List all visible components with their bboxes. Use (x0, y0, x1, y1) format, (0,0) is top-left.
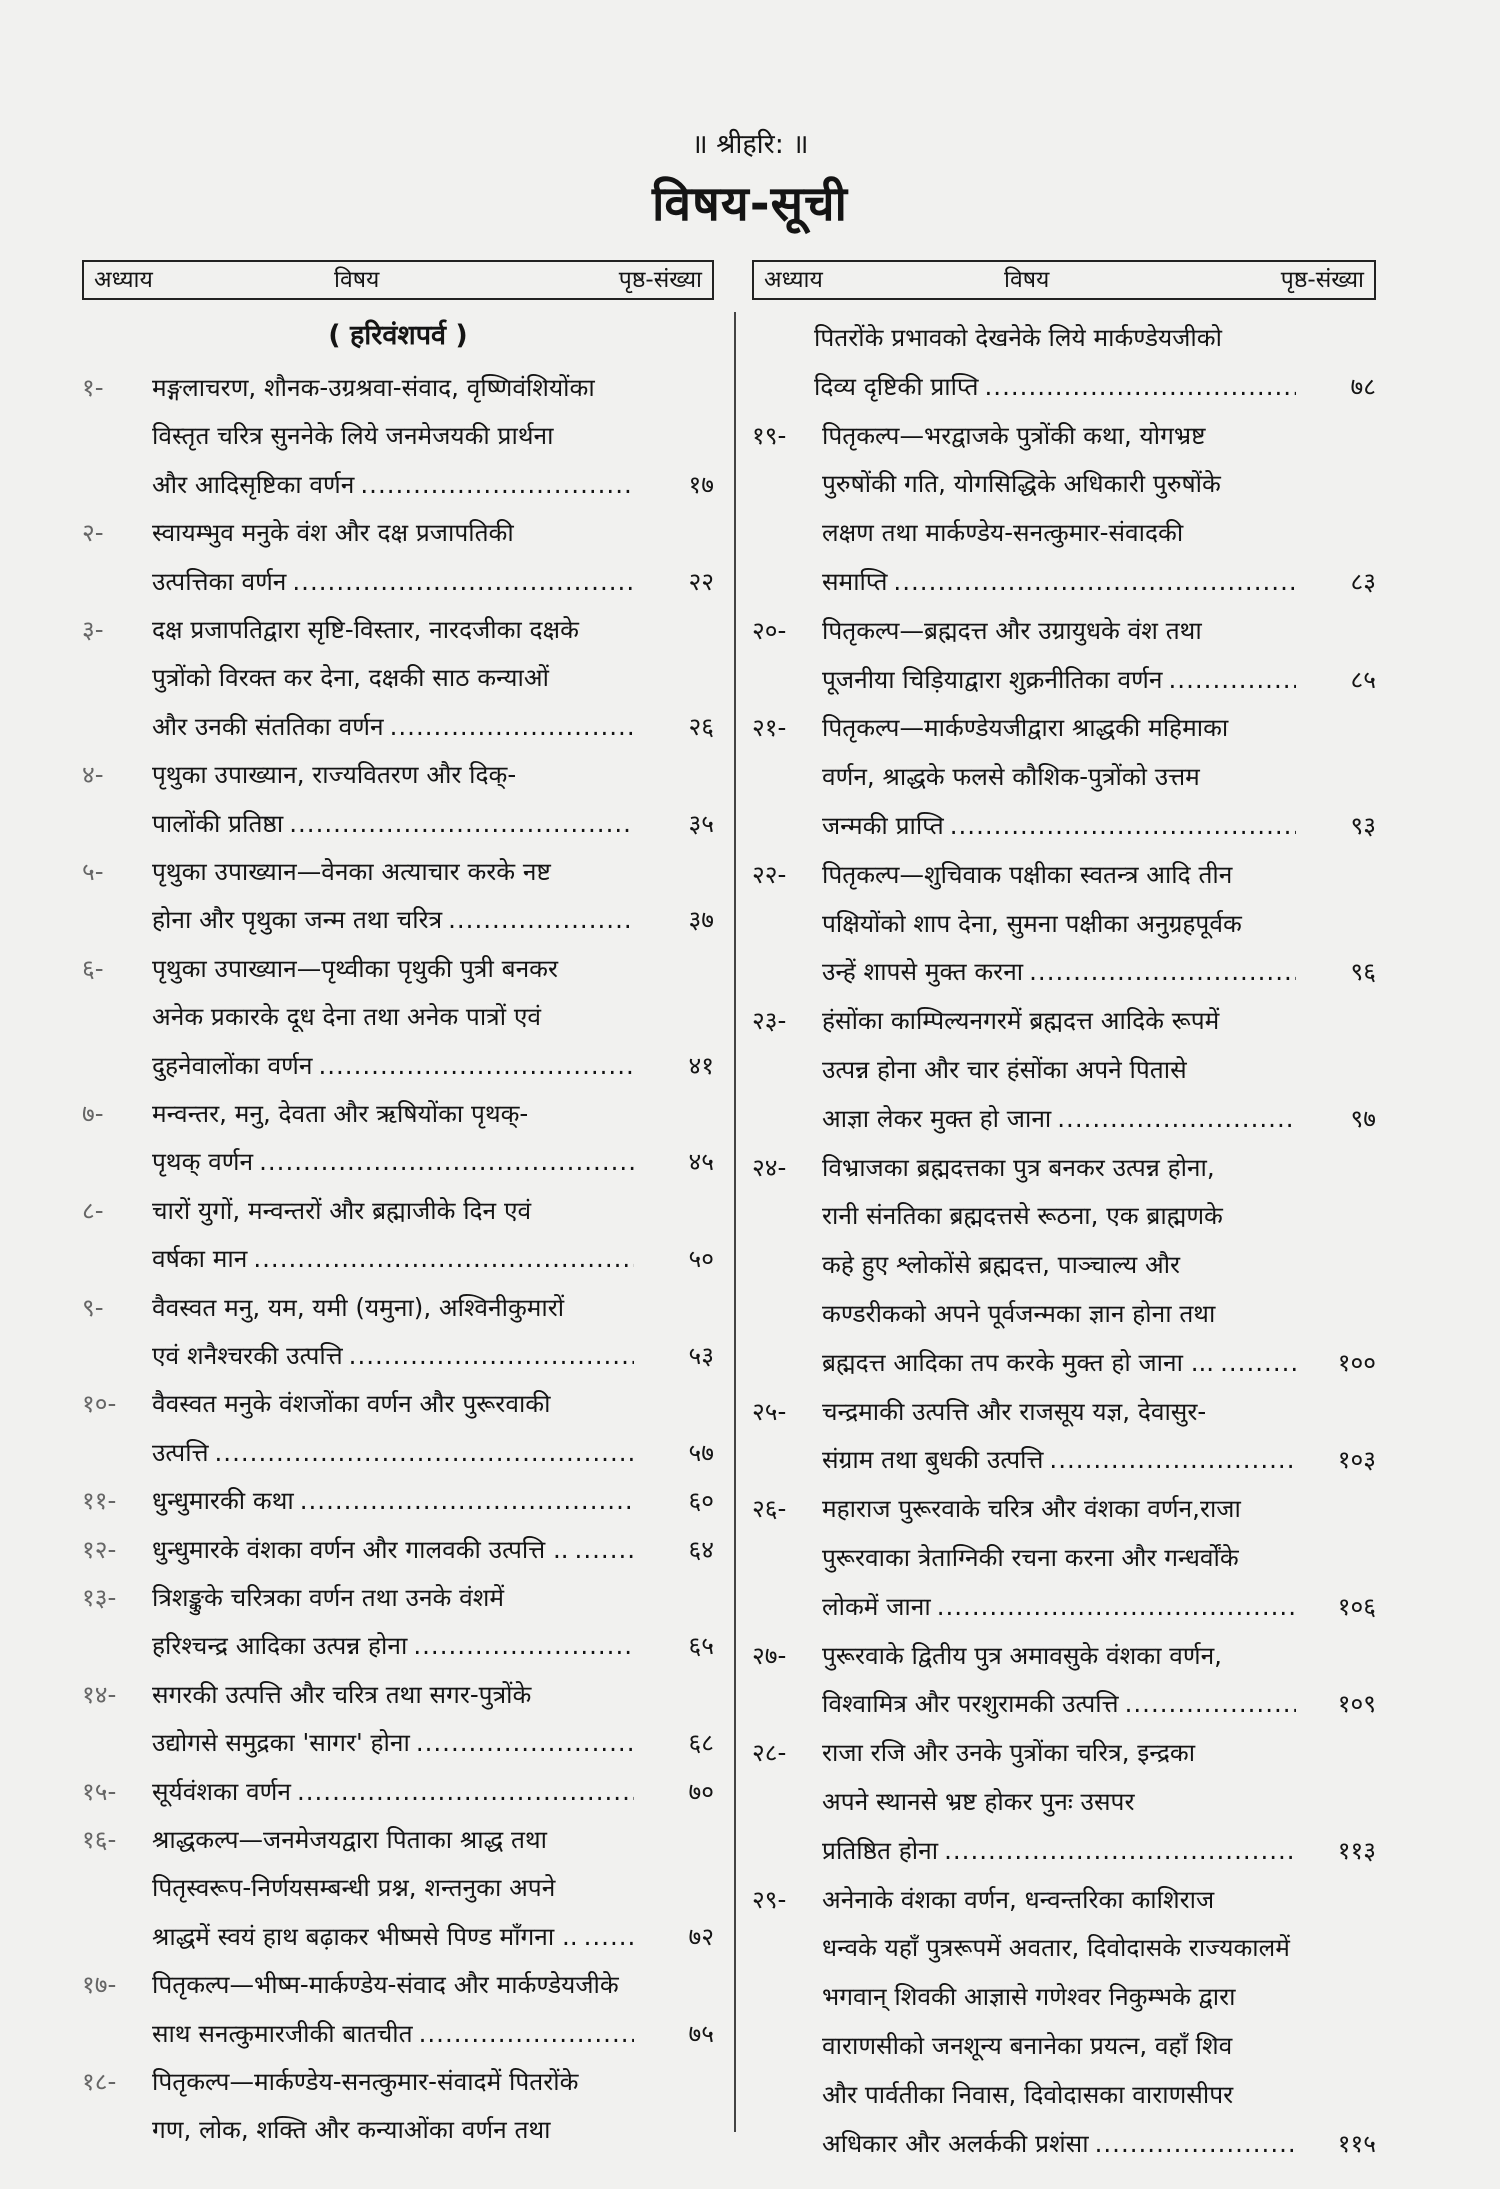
chapter-number: २१- (752, 713, 787, 743)
chapter-number: २८- (752, 1738, 787, 1768)
entry-line: धन्वके यहाँ पुत्ररूपमें अवतार, दिवोदासके राज्यकालमें (822, 1933, 1290, 1963)
entry-line: पालोंकी प्रतिष्ठा ..... (152, 800, 634, 848)
entry-line: उन्हें शापसे मुक्त करना ..... (822, 948, 1296, 996)
entry-line: होना और पृथुका जन्म तथा चरित्र ..... (152, 896, 634, 944)
entry-line: सूर्यवंशका वर्णन ..... (152, 1768, 634, 1816)
entry-line: आज्ञा लेकर मुक्त हो जाना ..... (822, 1095, 1296, 1143)
entry-line: उद्योगसे समुद्रका 'सागर' होना ..... (152, 1719, 634, 1767)
page-number: ५० (688, 1244, 714, 1274)
page-number: ६८ (688, 1728, 714, 1758)
entry-line: विश्वामित्र और परशुरामकी उत्पत्ति ..... (822, 1680, 1296, 1728)
entry-line: चारों युगों, मन्वन्तरों और ब्रह्माजीके दिन एवं (152, 1195, 532, 1225)
entry-line: गण, लोक, शक्ति और कन्याओंका वर्णन तथा (152, 2115, 551, 2145)
entry-line: वर्षका मान ..... (152, 1235, 634, 1283)
page-number: १०० (1337, 1347, 1376, 1377)
entry-line: भगवान् शिवकी आज्ञासे गणेश्वर निकुम्भके द्वारा (822, 1982, 1236, 2012)
entry-line: विस्तृत चरित्र सुननेके लिये जनमेजयकी प्रार्थना (152, 421, 554, 451)
entry-line: वैवस्वत मनु, यम, यमी (यमुना), अश्विनीकुमारों (152, 1292, 565, 1322)
page-number: ११३ (1337, 1835, 1376, 1865)
entry-line: पितृस्वरूप-निर्णयसम्बन्धी प्रश्न, शन्तनुका अपने (152, 1873, 556, 1903)
entry-line: पुरुषोंकी गति, योगसिद्धिके अधिकारी पुरुषोंके (822, 469, 1221, 499)
entry-line: अनेक प्रकारके दूध देना तथा अनेक पात्रों एवं (152, 1002, 542, 1032)
entry-line: पितृकल्प—मार्कण्डेय-सनत्कुमार-संवादमें पितरोंके (152, 2067, 579, 2096)
entry-line: वर्णन, श्राद्धके फलसे कौशिक-पुत्रोंको उत्तम (822, 762, 1200, 792)
invocation: ॥ श्रीहरि: ॥ (691, 129, 809, 160)
entry-line: और आदिसृष्टिका वर्णन ..... (152, 461, 634, 509)
chapter-number: २५- (752, 1396, 787, 1426)
page-number: ५७ (688, 1437, 714, 1467)
page-number: ५३ (688, 1340, 714, 1370)
entry-line: समाप्ति ..... (822, 558, 1296, 606)
entry-line: हरिश्चन्द्र आदिका उत्पन्न होना ..... (152, 1622, 634, 1670)
entry-line: पुरूरवाके द्वितीय पुत्र अमावसुके वंशका वर्णन, (822, 1640, 1222, 1670)
page-title: विषय-सूची (652, 176, 848, 232)
chapter-number: १८- (82, 2067, 117, 2096)
entry-line: उत्पत्ति ..... (152, 1429, 634, 1477)
entry-line: संग्राम तथा बुधकी उत्पत्ति ..... (822, 1436, 1296, 1484)
entry-line: ब्रह्मदत्त आदिका तप करके मुक्त हो जाना ... ..... (822, 1339, 1296, 1387)
chapter-number: १६- (82, 1825, 117, 1854)
page-number: १७ (688, 469, 714, 499)
entry-line: अधिकार और अलर्ककी प्रशंसा ..... (822, 2120, 1296, 2168)
chapter-number: १२- (82, 1534, 117, 1564)
page-number: २६ (688, 711, 714, 741)
page-number: ८५ (1350, 664, 1376, 694)
entry-line: हंसोंका काम्पिल्यनगरमें ब्रह्मदत्त आदिके रूपमें (822, 1006, 1220, 1036)
entry-line: प्रतिष्ठित होना ..... (822, 1827, 1296, 1875)
chapter-number: ४- (82, 760, 104, 790)
chapter-number: १०- (82, 1389, 117, 1419)
page-number: ११५ (1337, 2128, 1376, 2158)
header-prishth: पृष्ठ-संख्या (1280, 267, 1364, 293)
entry-line: दक्ष प्रजापतिद्वारा सृष्टि-विस्तार, नारदजीका दक्षके (152, 615, 579, 644)
entry-line: अनेनाके वंशका वर्णन, धन्वन्तरिका काशिराज (822, 1884, 1215, 1914)
chapter-number: १५- (82, 1776, 117, 1806)
page-number: ७० (688, 1776, 714, 1806)
chapter-number: १४- (82, 1679, 117, 1709)
page-number: २२ (688, 566, 714, 596)
entry-line: रानी संनतिका ब्रह्मदत्तसे रूठना, एक ब्राह्मणके (822, 1201, 1223, 1231)
chapter-number: २३- (752, 1006, 787, 1036)
chapter-number: ६- (82, 953, 104, 983)
entry-line: वाराणसीको जनशून्य बनानेका प्रयत्न, वहाँ शिव (822, 2030, 1233, 2060)
entry-line: पृथुका उपाख्यान, राज्यवितरण और दिक्- (152, 760, 517, 790)
entry-line: पृथुका उपाख्यान—पृथ्वीका पृथुकी पुत्री बनकर (152, 953, 558, 983)
page-number: ३७ (688, 905, 714, 935)
page-number: ९७ (1350, 1103, 1376, 1133)
chapter-number: २०- (752, 615, 787, 645)
entry-line: मङ्गलाचरण, शौनक-उग्रश्रवा-संवाद, वृष्णिवंशियोंका (152, 373, 595, 402)
entry-line: अपने स्थानसे भ्रष्ट होकर पुनः उसपर (822, 1786, 1135, 1816)
entry-line: श्राद्धमें स्वयं हाथ बढ़ाकर भीष्मसे पिण्ड माँगना .. ..... (152, 1913, 634, 1961)
page-number: ६५ (688, 1631, 714, 1661)
entry-line: धुन्धुमारके वंशका वर्णन और गालवकी उत्पत्ति .. ..... (152, 1526, 634, 1574)
page-number: १०३ (1337, 1445, 1376, 1475)
entry-line: पृथुका उपाख्यान—वेनका अत्याचार करके नष्ट (152, 857, 551, 886)
chapter-number: २२- (752, 859, 787, 889)
page-number: ८३ (1350, 566, 1376, 596)
entry-line: और पार्वतीका निवास, दिवोदासका वाराणसीपर (822, 2079, 1234, 2109)
chapter-number: २६- (752, 1494, 787, 1524)
chapter-number: २९- (752, 1884, 787, 1914)
chapter-number: १- (82, 373, 104, 402)
entry-line: श्राद्धकल्प—जनमेजयद्वारा पिताका श्राद्ध तथा (152, 1825, 547, 1854)
entry-line: दिव्य दृष्टिकी प्राप्ति ..... (814, 363, 1296, 411)
entry-line: उत्पन्न होना और चार हंसोंका अपने पितासे (822, 1054, 1187, 1084)
entry-line: पक्षियोंको शाप देना, सुमना पक्षीका अनुग्रहपूर्वक (822, 908, 1242, 938)
entry-line: पितृकल्प—भरद्वाजके पुत्रोंकी कथा, योगभ्रष्ट (822, 420, 1206, 450)
entry-line: लक्षण तथा मार्कण्डेय-सनत्कुमार-संवादकी (822, 518, 1184, 548)
chapter-number: ३- (82, 615, 104, 644)
entry-line: साथ सनत्कुमारजीकी बातचीत ..... (152, 2010, 634, 2058)
chapter-number: ११- (82, 1486, 117, 1516)
page-number: ७५ (688, 2018, 714, 2048)
entry-line: पूजनीया चिड़ियाद्वारा शुक्रनीतिका वर्णन ..... (822, 656, 1296, 704)
entry-line: एवं शनैश्चरकी उत्पत्ति ..... (152, 1332, 634, 1380)
entry-line: पुरूरवाका त्रेताग्निकी रचना करना और गन्धर्वोंके (822, 1542, 1239, 1572)
entry-line: सगरकी उत्पत्ति और चरित्र तथा सगर-पुत्रोंके (152, 1679, 532, 1709)
page-number: ९६ (1350, 957, 1376, 987)
page-number: ७८ (1350, 371, 1376, 401)
entry-line: महाराज पुरूरवाके चरित्र और वंशका वर्णन,राजा (822, 1494, 1241, 1524)
chapter-number: ९- (82, 1292, 104, 1322)
entry-line: कहे हुए श्लोकोंसे ब्रह्मदत्त, पाञ्चाल्य और (822, 1250, 1181, 1280)
entry-line: पितृकल्प—ब्रह्मदत्त और उग्रायुधके वंश तथा (822, 615, 1202, 645)
page-number: १०९ (1337, 1689, 1376, 1719)
header-adhyay: अध्याय (94, 267, 153, 293)
page-number: ६४ (688, 1534, 714, 1564)
chapter-number: १३- (82, 1583, 117, 1612)
entry-line: जन्मकी प्राप्ति ..... (822, 802, 1296, 850)
chapter-number: २७- (752, 1640, 787, 1670)
page-number: ६० (688, 1486, 714, 1516)
section-heading: ( हरिवंशपर्व ) (328, 320, 468, 351)
page-number: १०६ (1337, 1591, 1376, 1621)
entry-line: कण्डरीकको अपने पूर्वजन्मका ज्ञान होना तथा (822, 1298, 1216, 1328)
chapter-number: ७- (82, 1099, 104, 1128)
entry-line: चन्द्रमाकी उत्पत्ति और राजसूय यज्ञ, देवासुर- (822, 1396, 1207, 1426)
table-header-right (752, 260, 1376, 300)
header-vishay: विषय (334, 267, 380, 293)
entry-line: पितृकल्प—भीष्म-मार्कण्डेय-संवाद और मार्कण्डेयजीके (152, 1970, 619, 2000)
entry-line: दुहनेवालोंका वर्णन ..... (152, 1042, 634, 1090)
chapter-number: ८- (82, 1195, 104, 1225)
header-prishth: पृष्ठ-संख्या (618, 267, 702, 293)
entry-line: धुन्धुमारकी कथा ..... (152, 1477, 634, 1525)
entry-line: त्रिशङ्कुके चरित्रका वर्णन तथा उनके वंशमें (152, 1583, 505, 1612)
entry-line: पुत्रोंको विरक्त कर देना, दक्षकी साठ कन्याओं (152, 663, 549, 693)
header-vishay: विषय (1004, 267, 1050, 293)
entry-line: वैवस्वत मनुके वंशजोंका वर्णन और पुरूरवाकी (152, 1389, 551, 1419)
page-number: ३५ (688, 808, 714, 838)
entry-line: स्वायम्भुव मनुके वंश और दक्ष प्रजापतिकी (152, 518, 514, 548)
entry-line: विभ्राजका ब्रह्मदत्तका पुत्र बनकर उत्पन्न होना, (822, 1152, 1215, 1182)
entry-line: पृथक् वर्णन ..... (152, 1138, 634, 1186)
entry-line: उत्पत्तिका वर्णन ..... (152, 558, 634, 606)
entry-line: और उनकी संततिका वर्णन ..... (152, 703, 634, 751)
entry-line: पितरोंके प्रभावको देखनेके लिये मार्कण्डेयजीको (814, 323, 1222, 352)
chapter-number: २- (82, 518, 104, 548)
page-number: ७२ (688, 1921, 714, 1951)
entry-line: राजा रजि और उनके पुत्रोंका चरित्र, इन्द्रका (822, 1738, 1196, 1768)
entry-line: पितृकल्प—शुचिवाक पक्षीका स्वतन्त्र आदि तीन (822, 859, 1233, 889)
column-divider (734, 312, 736, 2132)
page-number: ४१ (688, 1050, 714, 1080)
page-number: ९३ (1350, 810, 1376, 840)
chapter-number: १७- (82, 1970, 117, 2000)
header-adhyay: अध्याय (764, 267, 823, 293)
page-number: ४५ (688, 1147, 714, 1177)
entry-line: पितृकल्प—मार्कण्डेयजीद्वारा श्राद्धकी महिमाका (822, 713, 1229, 743)
entry-line: मन्वन्तर, मनु, देवता और ऋषियोंका पृथक्- (152, 1099, 529, 1128)
table-header-left (82, 260, 714, 300)
chapter-number: २४- (752, 1152, 787, 1182)
chapter-number: ५- (82, 857, 104, 886)
entry-line: लोकमें जाना ..... (822, 1583, 1296, 1631)
chapter-number: १९- (752, 420, 787, 450)
